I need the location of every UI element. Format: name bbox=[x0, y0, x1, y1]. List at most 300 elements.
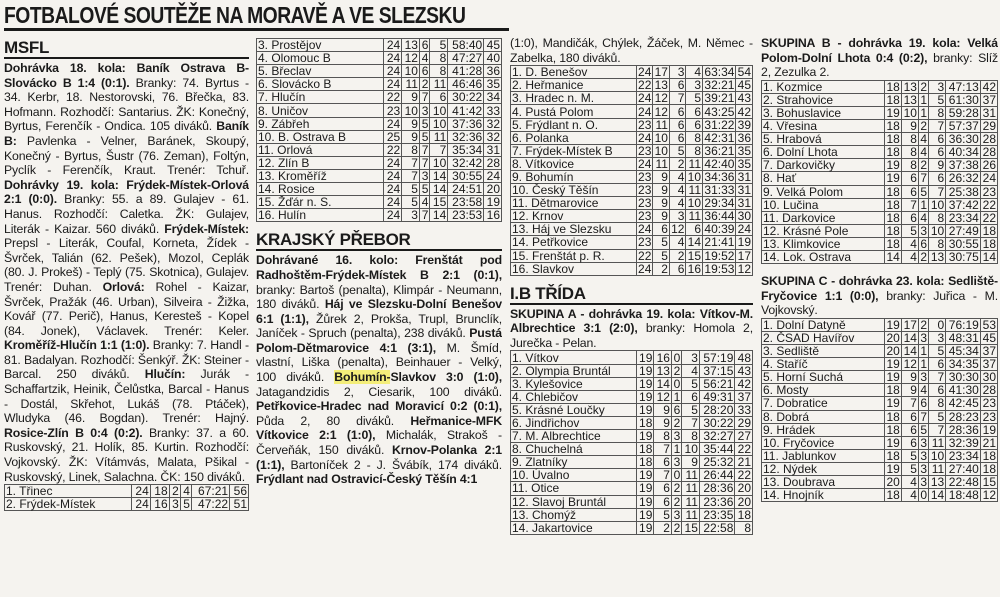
stat-cell: 28 bbox=[980, 384, 997, 397]
stat-cell: 23:34 bbox=[946, 211, 981, 224]
match-details: Branky: 7. Handl - 81. Badalyan. Rozhodčí: Šenkýř. ŽK: Steiner - Barcal. 250 diváků. bbox=[4, 338, 249, 382]
stat-cell: 10 bbox=[901, 106, 918, 119]
stat-cell: 6 bbox=[669, 131, 686, 144]
stat-cell: 53 bbox=[980, 318, 997, 331]
stat-cell: 24 bbox=[131, 485, 150, 498]
stat-cell: 28:36 bbox=[946, 423, 981, 436]
stat-cell: 19 bbox=[980, 423, 997, 436]
match-result-cont: (1:0), bbox=[510, 36, 538, 50]
team-cell: 10. Lučina bbox=[762, 198, 885, 211]
team-cell: 1. Třinec bbox=[5, 485, 132, 498]
team-cell: 11. Darkovice bbox=[762, 211, 885, 224]
stat-cell: 19:53 bbox=[704, 261, 735, 276]
stat-cell: 4 bbox=[669, 236, 686, 249]
kp-table bbox=[510, 65, 753, 276]
stat-cell: 19 bbox=[636, 390, 654, 403]
stat-cell: 3 bbox=[920, 435, 928, 450]
stat-cell: 20 bbox=[484, 183, 502, 196]
stat-cell: 45:34 bbox=[946, 345, 981, 358]
stat-cell: 37:38 bbox=[946, 159, 981, 172]
kp-report-cont bbox=[510, 36, 753, 65]
stat-cell: 40:34 bbox=[946, 146, 981, 159]
stat-cell: 5 bbox=[929, 410, 946, 423]
stat-cell: 57:19 bbox=[699, 351, 734, 364]
stat-cell: 4 bbox=[901, 251, 918, 264]
stat-cell: 3 bbox=[682, 351, 700, 364]
stat-cell: 8 bbox=[901, 146, 918, 159]
team-cell: 1. Kozmice bbox=[762, 80, 885, 93]
stat-cell: 23 bbox=[638, 235, 652, 250]
stat-cell: 8 bbox=[402, 143, 420, 156]
stat-cell: 28:20 bbox=[699, 403, 734, 416]
stat-cell: 33 bbox=[735, 403, 753, 416]
stat-cell: 22 bbox=[980, 198, 997, 211]
stat-cell: 10 bbox=[430, 104, 448, 117]
table-row bbox=[511, 351, 753, 364]
stat-cell: 10 bbox=[929, 198, 946, 211]
stat-cell: 31 bbox=[737, 196, 751, 211]
column-msfl bbox=[4, 36, 249, 597]
ib-c-table bbox=[761, 318, 998, 502]
team-cell: 7. Frýdek-Místek B bbox=[511, 144, 637, 157]
table-row bbox=[5, 485, 249, 498]
stat-cell: 18 bbox=[884, 489, 901, 502]
team-cell: 12. Slavoj Bruntál bbox=[511, 495, 637, 508]
stat-cell: 6 bbox=[901, 436, 918, 449]
stat-cell: 67:21 bbox=[191, 485, 229, 498]
stat-cell: 43 bbox=[737, 91, 751, 106]
stat-cell: 6 bbox=[686, 118, 703, 131]
stat-cell: 24 bbox=[384, 65, 402, 78]
stat-cell: 39 bbox=[737, 117, 751, 132]
table-row bbox=[511, 508, 753, 521]
column-kp-table bbox=[510, 36, 753, 597]
stat-cell: 59:28 bbox=[946, 106, 981, 119]
table-row bbox=[762, 358, 998, 371]
stat-cell: 30:55 bbox=[946, 237, 981, 250]
stat-cell: 32:27 bbox=[699, 430, 734, 443]
team-cell: 6. Mosty bbox=[762, 384, 885, 397]
stat-cell: 22 bbox=[638, 248, 652, 263]
stat-cell: 1 bbox=[671, 443, 681, 456]
stat-cell: 20 bbox=[884, 345, 901, 358]
stat-cell: 14 bbox=[430, 209, 448, 222]
team-cell: 3. Sedliště bbox=[762, 345, 885, 358]
table-row bbox=[257, 104, 502, 117]
kp-report bbox=[256, 253, 502, 487]
match-details: Michalák, Strakoš - Červeňák, 150 diváků. bbox=[256, 428, 502, 458]
table-row bbox=[511, 469, 753, 482]
stat-cell: 10 bbox=[687, 196, 702, 211]
table-row bbox=[762, 172, 998, 185]
ib-b-report bbox=[761, 36, 998, 80]
table-row bbox=[511, 495, 753, 508]
msfl-report bbox=[4, 61, 249, 484]
stat-cell: 5 bbox=[654, 508, 672, 521]
stat-cell: 11 bbox=[682, 482, 700, 495]
stat-cell: 5 bbox=[901, 224, 918, 237]
stat-cell: 42 bbox=[980, 80, 997, 93]
stat-cell: 6 bbox=[671, 403, 681, 416]
stat-cell: 24 bbox=[384, 209, 402, 222]
team-cell: 2. Olympia Bruntál bbox=[511, 364, 637, 377]
team-cell: 1. Vítkov bbox=[511, 351, 637, 364]
team-cell: 14. Petřkovice bbox=[511, 236, 637, 249]
table-row bbox=[511, 249, 753, 262]
table-row bbox=[511, 170, 753, 183]
stat-cell: 19 bbox=[636, 495, 654, 508]
stat-cell: 32:39 bbox=[946, 436, 981, 449]
stat-cell: 18 bbox=[884, 185, 901, 198]
stat-cell: 8 bbox=[929, 237, 946, 250]
stat-cell: 32 bbox=[484, 130, 502, 143]
stat-cell: 12 bbox=[737, 261, 751, 276]
team-cell: 2. Strahovice bbox=[762, 93, 885, 106]
stat-cell: 51 bbox=[230, 498, 249, 511]
stat-cell: 17 bbox=[737, 248, 751, 263]
page-title: FOTBALOVÉ SOUTĚŽE NA MORAVĚ A VE SLEZSKU bbox=[4, 2, 466, 28]
team-cell: 7. Dobratice bbox=[762, 397, 885, 410]
stat-cell: 34:35 bbox=[946, 358, 981, 371]
table-row bbox=[511, 403, 753, 416]
team-cell: 13. Doubrava bbox=[762, 476, 885, 489]
stat-cell: 13 bbox=[654, 364, 672, 377]
stat-cell: 7 bbox=[929, 185, 946, 198]
table-row bbox=[257, 52, 502, 65]
stat-cell: 23 bbox=[638, 183, 652, 198]
stat-cell: 6 bbox=[669, 79, 686, 92]
stat-cell: 3 bbox=[686, 79, 703, 92]
stat-cell: 9 bbox=[402, 117, 420, 130]
stat-cell: 5 bbox=[901, 462, 918, 475]
stat-cell: 3 bbox=[402, 209, 420, 222]
stat-cell: 23:35 bbox=[699, 508, 734, 521]
stat-cell: 16 bbox=[150, 498, 169, 511]
stat-cell: 42 bbox=[737, 104, 751, 119]
match-details: branky: Homola 2, Jurečka - Pelan. bbox=[510, 321, 753, 350]
stat-cell: 37:36 bbox=[448, 117, 484, 130]
stat-cell: 29 bbox=[980, 120, 997, 133]
team-cell: 11. Otice bbox=[511, 482, 637, 495]
stat-cell: 6 bbox=[920, 396, 928, 411]
stat-cell: 18 bbox=[980, 449, 997, 462]
stat-cell: 3 bbox=[929, 80, 946, 93]
stat-cell: 56:21 bbox=[699, 377, 734, 390]
stat-cell: 24 bbox=[384, 196, 402, 209]
match-details: branky: Bartoš (penalta), Klimpár - Neumann, 180 diváků. bbox=[256, 282, 502, 312]
table-row bbox=[511, 456, 753, 469]
team-cell: 5. Břeclav bbox=[257, 65, 384, 78]
stat-cell: 22 bbox=[384, 143, 402, 156]
stat-cell: 3 bbox=[669, 210, 686, 223]
stat-cell: 5 bbox=[682, 377, 700, 390]
match-details: branky: Slíž 2, Zezulka 2. bbox=[761, 50, 998, 80]
stat-cell: 6 bbox=[929, 172, 946, 185]
stat-cell: 24:51 bbox=[448, 183, 484, 196]
stat-cell: 8 bbox=[735, 521, 753, 534]
match-result: Frýdlant nad Ostravicí-Český Těšín 4:1 bbox=[256, 472, 478, 487]
stat-cell: 76:19 bbox=[946, 318, 981, 331]
stat-cell: 0 bbox=[671, 377, 681, 390]
stat-cell: 32:36 bbox=[448, 130, 484, 143]
stat-cell: 8 bbox=[654, 430, 672, 443]
match-details: Branky: 37. a 60. Ruskovský, 21. Holík, 85. Kurtin. Rozhodčí: Vojkovský. ŽK: Vítámvás, Malata, Pšikal - Ruskovský, Linek, Salachna. ČK: 150 diváků. bbox=[4, 425, 249, 484]
stat-cell: 21 bbox=[980, 436, 997, 449]
stat-cell: 31:22 bbox=[704, 117, 735, 132]
stat-cell: 18 bbox=[735, 508, 753, 521]
table-row bbox=[511, 482, 753, 495]
match-details: M. Šmíd, vlastní, Liška (penalta), Beinhauer - Velký, 100 diváků. bbox=[256, 340, 502, 385]
stat-cell: 5 bbox=[402, 183, 420, 196]
stat-cell: 16 bbox=[654, 351, 672, 364]
stat-cell: 3 bbox=[671, 456, 681, 469]
stat-cell: 35 bbox=[484, 78, 502, 91]
stat-cell: 46:46 bbox=[448, 78, 484, 91]
stat-cell: 10 bbox=[929, 449, 946, 462]
match-result: Dohrávané 16. kolo: Frenštát pod Radhoštěm-Frýdek-Místek B 2:1 (0:1), bbox=[256, 253, 502, 282]
stat-cell: 10 bbox=[402, 65, 420, 78]
table-row bbox=[257, 130, 502, 143]
stat-cell: 54 bbox=[737, 65, 751, 80]
stat-cell: 47:27 bbox=[448, 52, 484, 65]
team-cell: 8. Hať bbox=[762, 172, 885, 185]
stat-cell: 12 bbox=[402, 52, 420, 65]
match-result: SKUPINA B - dohrávka 19. kola: Velká Polom-Dolní Lhota 0:4 (0:2), bbox=[761, 36, 998, 65]
stat-cell: 45 bbox=[737, 78, 751, 93]
stat-cell: 28:36 bbox=[699, 482, 734, 495]
table-row bbox=[511, 184, 753, 197]
match-details: Branky: 55. a 89. Gulajev - 61. Hanus. Rozhodčí: Caletka. ŽK: Gulajev, Literák - Kaizar. 560 diváků. bbox=[4, 192, 249, 236]
table-row bbox=[511, 390, 753, 403]
stat-cell: 6 bbox=[430, 91, 448, 104]
stat-cell: 4 bbox=[669, 170, 686, 183]
team-cell: 1. Dolní Datyně bbox=[762, 318, 885, 331]
table-row bbox=[511, 144, 753, 157]
stat-cell: 24 bbox=[384, 52, 402, 65]
stat-cell: 30:75 bbox=[946, 251, 981, 264]
stat-cell: 27:49 bbox=[946, 224, 981, 237]
table-row bbox=[511, 66, 753, 79]
stat-cell: 18 bbox=[980, 237, 997, 250]
team-cell: 13. Háj ve Slezsku bbox=[511, 223, 637, 236]
stat-cell: 40:39 bbox=[704, 222, 735, 237]
stat-cell: 14 bbox=[687, 235, 702, 250]
table-row bbox=[762, 106, 998, 119]
stat-cell: 4 bbox=[686, 66, 703, 79]
table-row bbox=[762, 345, 998, 358]
stat-cell: 5 bbox=[653, 249, 670, 262]
table-row bbox=[257, 196, 502, 209]
stat-cell: 37 bbox=[980, 345, 997, 358]
stat-cell: 23 bbox=[638, 196, 652, 211]
stat-cell: 2 bbox=[920, 317, 928, 332]
match-details: Bartoníček 2 - J. Švábík, 174 diváků. bbox=[284, 457, 502, 472]
table-row bbox=[762, 423, 998, 436]
stat-cell: 23 bbox=[384, 104, 402, 117]
table-row bbox=[762, 436, 998, 449]
stat-cell: 18:48 bbox=[946, 489, 981, 502]
stat-cell: 8 bbox=[686, 131, 703, 144]
stat-cell: 28 bbox=[980, 146, 997, 159]
stat-cell: 41:28 bbox=[448, 65, 484, 78]
stat-cell: 34 bbox=[484, 91, 502, 104]
stat-cell: 1 bbox=[920, 106, 928, 121]
match-result: Pustá Polom-Dětmarovice 4:1 (3:1), bbox=[256, 326, 502, 355]
stat-cell: 43 bbox=[735, 364, 753, 377]
stat-cell: 45 bbox=[484, 39, 502, 52]
match-details: Mandičák, Chýlek, Žáček, M. Němec - Zabelka, 180 diváků. bbox=[510, 36, 753, 65]
table-row bbox=[762, 146, 998, 159]
lineup: Rohel - Kaizar, Švrček, Pražák (46. Urban), Silveira - Žižka, Kovář (77. Perič), Hanus, Keresteš - Kopel (84. Jonek), Václavek. Trenér: Keler. bbox=[4, 279, 249, 338]
stat-cell: 29:34 bbox=[704, 196, 735, 211]
stat-cell: 20 bbox=[884, 331, 901, 344]
stat-cell: 7 bbox=[682, 416, 700, 429]
table-row bbox=[511, 223, 753, 236]
stat-cell: 45 bbox=[980, 331, 997, 344]
table-row bbox=[257, 183, 502, 196]
stat-cell: 27 bbox=[735, 430, 753, 443]
team-cell: 6. Polanka bbox=[511, 131, 637, 144]
stat-cell: 27:40 bbox=[946, 462, 981, 475]
team-cell: 9. Zábřeh bbox=[257, 117, 384, 130]
team-cell: 3. Kylešovice bbox=[511, 377, 637, 390]
table-row bbox=[762, 133, 998, 146]
stat-cell: 21:41 bbox=[704, 235, 735, 250]
column-kp bbox=[256, 38, 502, 597]
team-cell: 1. D. Benešov bbox=[511, 66, 637, 79]
stat-cell: 23:36 bbox=[699, 495, 734, 508]
stat-cell: 42 bbox=[735, 377, 753, 390]
table-row bbox=[257, 91, 502, 104]
stat-cell: 3 bbox=[920, 461, 928, 476]
stat-cell: 11 bbox=[686, 184, 703, 197]
stat-cell: 23 bbox=[638, 209, 652, 224]
stat-cell: 23 bbox=[980, 185, 997, 198]
stat-cell: 19 bbox=[636, 508, 654, 521]
stat-cell: 42:45 bbox=[946, 397, 981, 410]
stat-cell: 35:44 bbox=[699, 443, 734, 456]
stat-cell: 5 bbox=[653, 236, 670, 249]
team-cell: 8. Uničov bbox=[257, 104, 384, 117]
stat-cell: 6 bbox=[929, 133, 946, 146]
team-cell: 4. Pustá Polom bbox=[511, 105, 637, 118]
stat-cell: 15 bbox=[430, 196, 448, 209]
table-row bbox=[257, 65, 502, 78]
stat-cell: 2 bbox=[669, 157, 686, 170]
team-cell: 13. Kroměříž bbox=[257, 169, 384, 182]
stat-cell: 31 bbox=[737, 183, 751, 198]
stat-cell: 13 bbox=[654, 78, 668, 93]
table-row bbox=[762, 251, 998, 264]
stat-cell: 10 bbox=[402, 104, 420, 117]
team-cell: 14. Hnojník bbox=[762, 489, 885, 502]
match-details: Půda 2, 80 diváků. bbox=[256, 413, 395, 428]
ib-a-table bbox=[510, 350, 753, 534]
stat-cell: 9 bbox=[653, 184, 670, 197]
stat-cell: 5 bbox=[901, 449, 918, 462]
stat-cell: 9 bbox=[653, 170, 670, 183]
stat-cell: 3 bbox=[920, 475, 928, 490]
table-row bbox=[257, 209, 502, 222]
stat-cell: 19 bbox=[884, 318, 901, 331]
table-row bbox=[257, 39, 502, 52]
stat-cell: 7 bbox=[929, 371, 946, 384]
stat-cell: 10 bbox=[929, 224, 946, 237]
stat-cell: 36 bbox=[737, 130, 751, 145]
stat-cell: 1 bbox=[920, 92, 928, 107]
stat-cell: 3 bbox=[419, 169, 430, 182]
stat-cell: 12 bbox=[654, 91, 668, 106]
stat-cell: 30:30 bbox=[946, 371, 981, 384]
stat-cell: 18 bbox=[884, 384, 901, 397]
match-result: Háj ve Slezsku-Dolní Benešov 6:1 (1:1), bbox=[256, 297, 502, 326]
stat-cell: 5 bbox=[929, 345, 946, 358]
table-row bbox=[511, 416, 753, 429]
section-title-ib: I.B TŘÍDA bbox=[510, 284, 753, 305]
stat-cell: 30:22 bbox=[699, 416, 734, 429]
team-cell: 12. Nýdek bbox=[762, 462, 885, 475]
stat-cell: 9 bbox=[929, 159, 946, 172]
stat-cell: 5 bbox=[920, 184, 928, 199]
stat-cell: 9 bbox=[901, 371, 918, 384]
team-cell: 10. Fryčovice bbox=[762, 436, 885, 449]
stat-cell: 7 bbox=[402, 156, 420, 169]
stat-cell: 2 bbox=[653, 262, 670, 275]
stat-cell: 31 bbox=[484, 143, 502, 156]
match-result: Krnov-Polanka 2:1 (1:1), bbox=[256, 443, 502, 472]
team-cell: 4. Vřesina bbox=[762, 120, 885, 133]
stat-cell: 7 bbox=[901, 397, 918, 410]
team-cell: 10. B. Ostrava B bbox=[257, 130, 384, 143]
team-cell: 8. Vítkovice bbox=[511, 157, 637, 170]
stat-cell: 6 bbox=[929, 358, 946, 371]
stat-cell: 3 bbox=[169, 498, 180, 511]
stat-cell: 23 bbox=[638, 169, 652, 184]
stat-cell: 19 bbox=[737, 235, 751, 250]
team-cell: 7. Darkovičky bbox=[762, 159, 885, 172]
stat-cell: 2 bbox=[169, 485, 180, 498]
stat-cell: 4 bbox=[901, 489, 918, 502]
stat-cell: 9 bbox=[402, 130, 420, 143]
stat-cell: 2 bbox=[920, 158, 928, 173]
stat-cell: 56 bbox=[230, 485, 249, 498]
stat-cell: 28 bbox=[980, 133, 997, 146]
stat-cell: 6 bbox=[901, 423, 918, 436]
stat-cell: 11 bbox=[682, 508, 700, 521]
team-name: Baník B: bbox=[4, 119, 249, 148]
stat-cell: 5 bbox=[929, 93, 946, 106]
stat-cell: 6 bbox=[654, 456, 672, 469]
stat-cell: 31 bbox=[737, 169, 751, 184]
table-row bbox=[762, 489, 998, 502]
stat-cell: 16 bbox=[687, 261, 702, 276]
title-underline bbox=[4, 28, 509, 31]
stat-cell: 19:52 bbox=[704, 248, 735, 263]
lineup: Pavlenka - Velner, Baránek, Skoupý, Konečný - Byrtus, Šustr (76. Zeman), Foltýn, Pyclík - Ferenčík, Kraut. Trenér: Tchuř. bbox=[4, 133, 249, 178]
stat-cell: 31:33 bbox=[704, 183, 735, 198]
stat-cell: 15 bbox=[682, 521, 700, 534]
stat-cell: 7 bbox=[419, 143, 430, 156]
stat-cell: 6 bbox=[419, 39, 430, 52]
stat-cell: 22 bbox=[638, 78, 652, 93]
stat-cell: 25:38 bbox=[946, 185, 981, 198]
stat-cell: 0 bbox=[671, 351, 681, 364]
stat-cell: 9 bbox=[901, 120, 918, 133]
stat-cell: 28 bbox=[484, 156, 502, 169]
team-cell: 14. Rosice bbox=[257, 183, 384, 196]
stat-cell: 12 bbox=[901, 358, 918, 371]
stat-cell: 26 bbox=[980, 159, 997, 172]
